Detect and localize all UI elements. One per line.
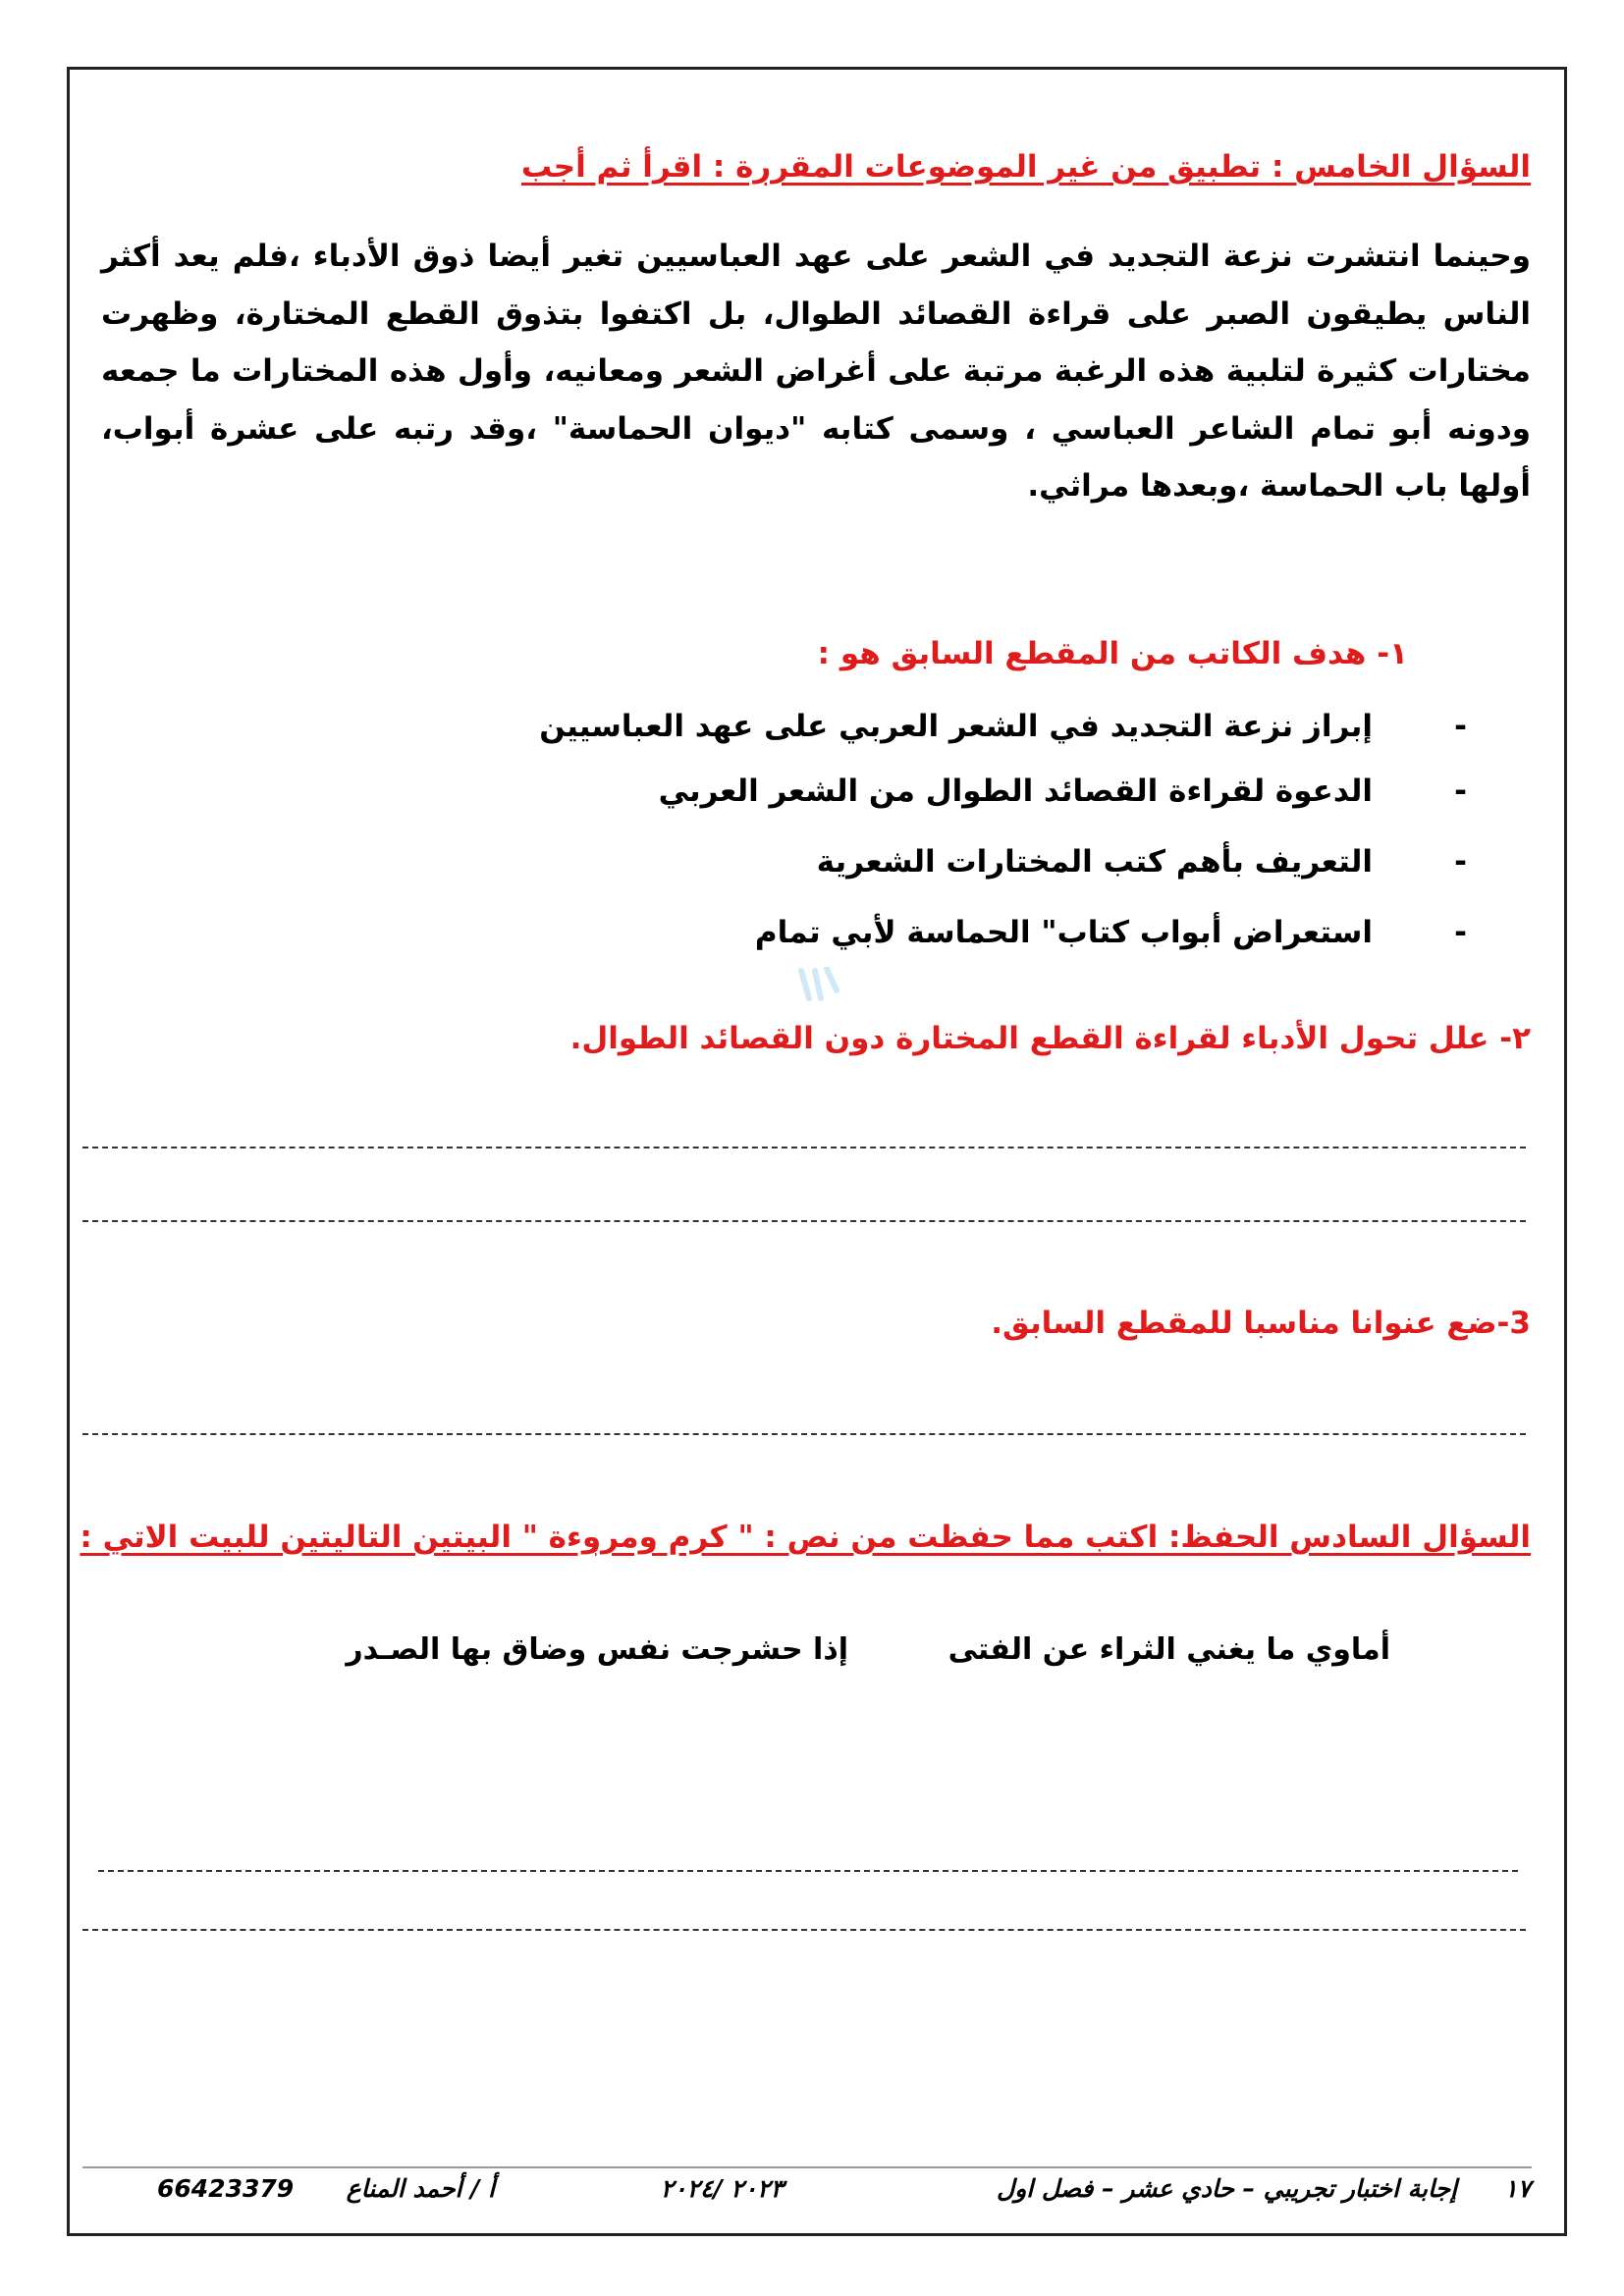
option-2-text: الدعوة لقراءة القصائد الطوال من الشعر العربي <box>658 774 1373 809</box>
question-3-label: 3-ضع عنوانا مناسبا للمقطع السابق. <box>991 1306 1531 1341</box>
section5-title: السؤال الخامس : تطبيق من غير الموضوعات المقررة : اقرأ ثم أجب <box>520 149 1531 185</box>
question-2-label: ٢- علل تحول الأدباء لقراءة القطع المختارة دون القصائد الطوال. <box>569 1021 1531 1056</box>
option-4-text: استعراض أبواب كتاب" الحماسة لأبي تمام <box>754 915 1373 950</box>
answer-line[interactable] <box>98 1870 1518 1872</box>
footer-rule <box>82 2166 1532 2168</box>
academic-year: ٢٠٢٣ /٢٠٢٤ <box>660 2174 784 2203</box>
option-1-text: إبراز نزعة التجديد في الشعر العربي على عهد العباسيين <box>539 709 1373 744</box>
option-2[interactable] <box>659 774 1467 809</box>
answer-line[interactable] <box>82 1220 1526 1222</box>
answer-line[interactable] <box>82 1433 1526 1435</box>
option-bullet: - <box>1454 709 1467 744</box>
phone-number: 66423379 <box>157 2174 295 2203</box>
option-bullet: - <box>1454 915 1467 950</box>
verse-first-hemistich: أماوي ما يغني الثراء عن الفتى <box>947 1632 1390 1667</box>
faint-watermark-mark <box>797 967 842 1008</box>
option-3[interactable] <box>817 844 1467 880</box>
author-name: أ / أحمد المناع <box>346 2174 495 2203</box>
answer-line[interactable] <box>82 1929 1526 1931</box>
question-1-label: ١- هدف الكاتب من المقطع السابق هو : <box>817 636 1408 671</box>
verse-second-hemistich: إذا حشرجت نفس وضاق بها الصـدر <box>346 1632 848 1667</box>
option-3-text: التعريف بأهم كتب المختارات الشعرية <box>816 844 1373 880</box>
option-bullet: - <box>1454 774 1467 809</box>
answer-line[interactable] <box>82 1147 1526 1148</box>
option-1[interactable] <box>539 709 1467 744</box>
exam-title: إجابة اختبار تجريبي – حادي عشر – فصل اول <box>997 2174 1457 2203</box>
option-4[interactable] <box>755 915 1467 950</box>
reading-passage <box>101 228 1531 515</box>
option-bullet: - <box>1454 844 1467 880</box>
passage-text: وحينما انتشرت نزعة التجديد في الشعر على عهد العباسيين تغير أيضا ذوق الأدباء ،فلم يعد أكثر الناس يطيقون الصبر على قراءة القصائد الطوال، بل اكتفوا بتذوق القطع المختارة، وظهرت مختارات كثيرة لتلبية هذه الرغبة مرتبة على أغراض الشعر ومعانيه، وأول هذه المختارات ما جمعه ودونه أبو تمام الشاعر العباسي ، وسمى كتابه "ديوان الحماسة" ،وقد رتبه على عشرة أبواب، أولها باب الحماسة ،وبعدها مراثي. <box>101 239 1531 504</box>
section6-title: السؤال السادس الحفظ: اكتب مما حفظت من نص : " كرم ومروءة " البيتين التاليتين للبيت الاتي : <box>80 1520 1531 1555</box>
page-number: ١٧ <box>1504 2174 1531 2203</box>
